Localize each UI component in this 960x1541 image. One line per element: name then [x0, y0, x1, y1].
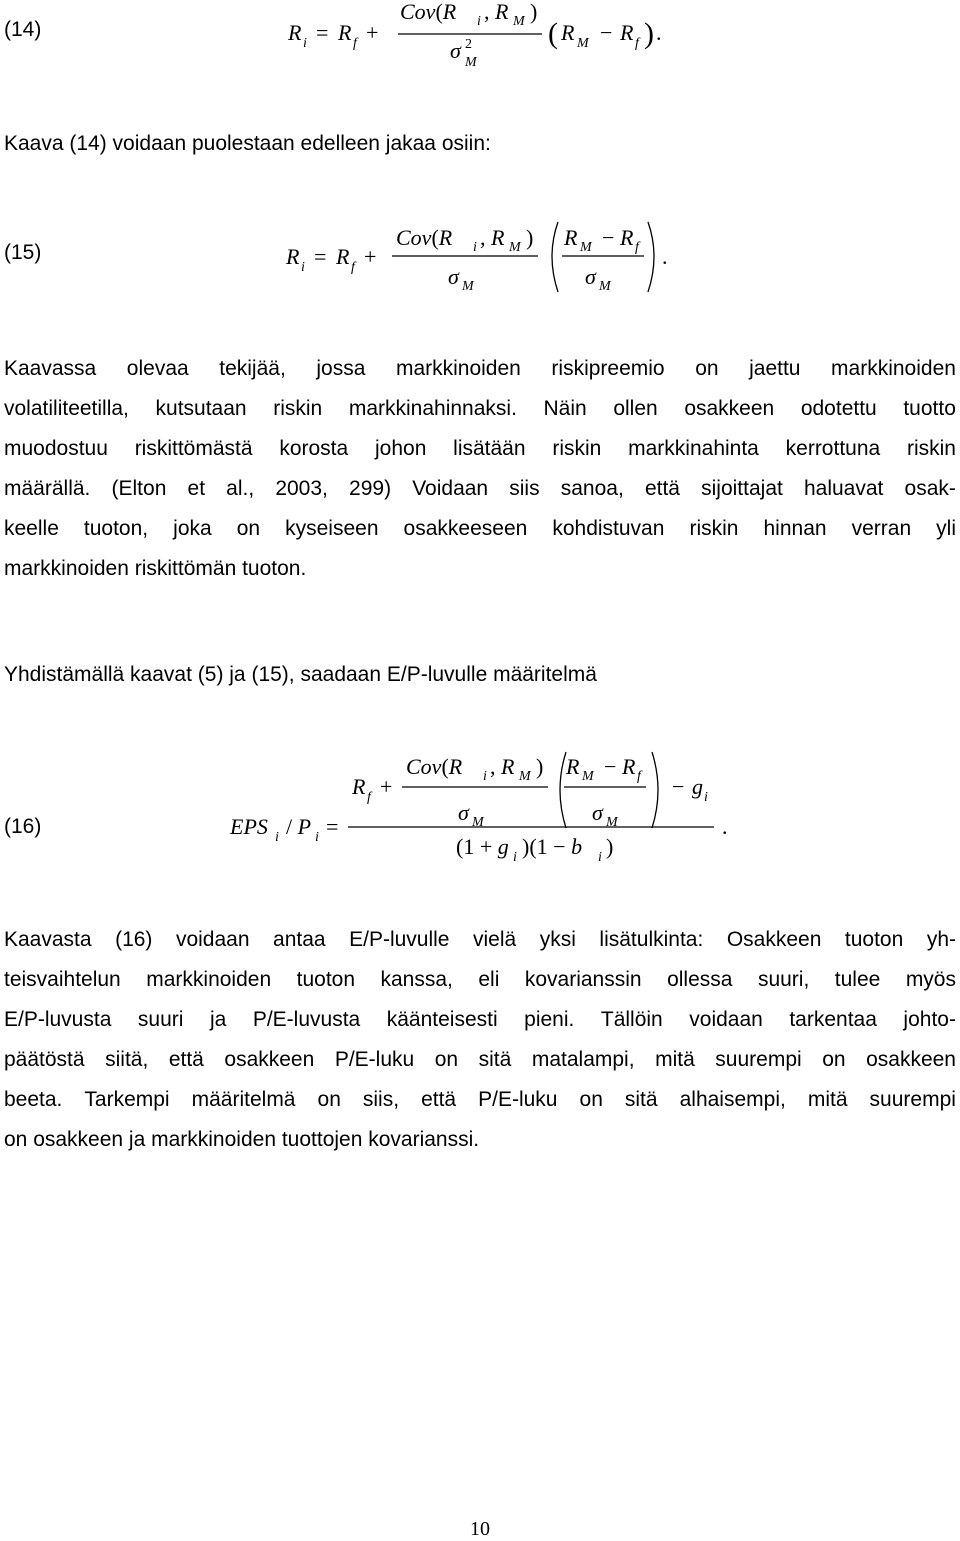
word: riskipreemio — [551, 357, 665, 380]
word: tekijää, — [219, 357, 286, 380]
word: siis, — [362, 1088, 400, 1111]
svg-text:M: M — [519, 769, 531, 784]
word: tuoton — [844, 928, 904, 951]
word: tulee — [834, 968, 881, 991]
word: jaettu — [749, 357, 801, 380]
word: E/P-luvulle — [349, 928, 450, 951]
word: (Elton — [111, 477, 167, 500]
svg-text:)(1 − b: )(1 − b — [522, 834, 583, 859]
paragraph-intro-16 — [4, 655, 956, 695]
svg-text:σ: σ — [450, 38, 461, 63]
svg-text:=: = — [316, 20, 329, 45]
svg-text:R: R — [622, 754, 636, 779]
word: E/P-luvusta — [4, 1008, 112, 1031]
word: Tarkempi — [84, 1088, 170, 1111]
word: siitä, — [105, 1048, 149, 1071]
word: verran — [851, 517, 912, 540]
svg-text:R: R — [564, 225, 578, 250]
word: al., — [226, 477, 255, 500]
text-line: Yhdistämällä kaavat (5) ja (15), saadaan E/P-luvulle määritelmä — [4, 663, 597, 686]
svg-text:i: i — [483, 769, 487, 784]
svg-text:R: R — [566, 754, 580, 779]
word: on — [236, 517, 261, 540]
word: Näin — [543, 397, 587, 420]
svg-text:, R: , R — [490, 754, 515, 779]
svg-text:M: M — [472, 815, 484, 830]
svg-text:R: R — [286, 244, 300, 269]
word: tuotto — [903, 397, 956, 420]
word: kanssa, — [380, 968, 453, 991]
text-line — [4, 920, 956, 960]
word: suuri, — [757, 968, 810, 991]
text-line-content — [4, 1000, 956, 1040]
word: johon — [374, 437, 427, 460]
text-line — [4, 1040, 956, 1080]
svg-text:R: R — [288, 20, 302, 45]
word: muodostuu — [4, 437, 108, 460]
svg-text:R: R — [352, 774, 366, 799]
svg-text:Cov(R: Cov(R — [400, 0, 457, 24]
svg-text:i: i — [704, 790, 708, 805]
word: tuoton, — [83, 517, 149, 540]
svg-text:−: − — [602, 225, 615, 250]
svg-text:Cov(R: Cov(R — [396, 225, 453, 250]
svg-text:−: − — [600, 20, 613, 45]
word: volatiliteetilla, — [4, 397, 129, 420]
word: pieni. — [524, 1008, 575, 1031]
svg-text:+: + — [366, 20, 379, 45]
svg-text:f: f — [351, 260, 355, 275]
word: suurempi — [715, 1048, 802, 1071]
word: odotettu — [800, 397, 877, 420]
text-line-content — [4, 1080, 956, 1120]
word: markkinahinta — [628, 437, 759, 460]
text-line-content — [4, 429, 956, 469]
word: osakkeen — [224, 1048, 315, 1071]
paragraph-intro-15 — [4, 124, 956, 164]
svg-text:f: f — [367, 790, 371, 805]
word: että — [421, 1088, 457, 1111]
word: kerrottuna — [785, 437, 881, 460]
word: osakkeen — [866, 1048, 956, 1071]
word: P/E-luku — [334, 1048, 415, 1071]
word: yksi — [539, 928, 576, 951]
word: 299) — [349, 477, 392, 500]
word: Kaavasta — [4, 928, 92, 951]
word: Voidaan — [412, 477, 489, 500]
word: on — [695, 357, 719, 380]
page-number: 10 — [470, 1518, 490, 1540]
svg-text:M: M — [513, 14, 525, 29]
svg-text:2: 2 — [465, 37, 472, 52]
svg-text:): ) — [606, 834, 614, 859]
word: Tällöin — [600, 1008, 663, 1031]
word: voidaan — [175, 928, 250, 951]
svg-text:): ) — [536, 754, 544, 779]
text-line: markkinoiden riskittömän tuoton. — [4, 557, 307, 580]
svg-text:M: M — [462, 279, 474, 294]
word: on — [822, 1048, 846, 1071]
svg-text:i: i — [598, 850, 602, 865]
word: mitä — [655, 1048, 695, 1071]
equation-number-15: (15) — [4, 241, 42, 264]
text-line: on osakkeen ja markkinoiden tuottojen kovarianssi. — [4, 1128, 480, 1151]
text-line-content — [4, 509, 956, 549]
svg-text:M: M — [582, 769, 594, 784]
word: kyseiseen — [285, 517, 379, 540]
word: korosta — [279, 437, 349, 460]
svg-text:R: R — [561, 20, 575, 45]
svg-text:(: ( — [548, 17, 558, 50]
word: sitä — [624, 1088, 658, 1111]
svg-text:f: f — [353, 36, 357, 51]
text-line-content — [4, 349, 956, 389]
svg-text:−: − — [672, 774, 685, 799]
word: osakkeeseen — [403, 517, 528, 540]
word: (16) — [115, 928, 153, 951]
svg-text:+: + — [380, 774, 393, 799]
word: markkinoiden — [146, 968, 272, 991]
word: olevaa — [126, 357, 189, 380]
word: jossa — [316, 357, 366, 380]
word: sijoittajat — [701, 477, 783, 500]
text-line-content — [4, 920, 956, 960]
svg-text:(1 + g: (1 + g — [456, 834, 509, 859]
svg-text:=: = — [314, 244, 327, 269]
word: kutsutaan — [155, 397, 247, 420]
word: hinnan — [763, 517, 827, 540]
svg-text:−: − — [604, 754, 617, 779]
svg-text:M: M — [577, 36, 589, 51]
paragraph-risk-price — [4, 349, 956, 589]
text-line-content — [4, 960, 956, 1000]
word: 2003, — [275, 477, 328, 500]
svg-text:σ: σ — [585, 264, 596, 289]
equation-15 — [280, 212, 700, 302]
svg-text:i: i — [477, 14, 481, 29]
word: riskin — [689, 517, 739, 540]
word: riskittömästä — [134, 437, 253, 460]
svg-text:i: i — [315, 830, 319, 845]
word: lisätään — [453, 437, 526, 460]
word: yli — [936, 517, 956, 540]
text-line: Kaava (14) voidaan puolestaan edelleen jakaa osiin: — [4, 132, 491, 155]
text-line — [4, 469, 956, 509]
text-line — [4, 349, 956, 389]
svg-text:f: f — [637, 769, 641, 784]
word: riskin — [552, 437, 602, 460]
word: myös — [905, 968, 956, 991]
svg-text:i: i — [301, 260, 305, 275]
svg-text:): ) — [530, 0, 538, 24]
svg-text:g: g — [692, 774, 703, 799]
svg-text:): ) — [526, 225, 534, 250]
svg-text:f: f — [635, 36, 639, 51]
equation-number-14: (14) — [4, 18, 42, 41]
svg-text:M: M — [465, 55, 477, 70]
word: et — [187, 477, 206, 500]
equation-16 — [220, 740, 740, 870]
word: osak- — [904, 477, 956, 500]
text-line-content — [4, 469, 956, 509]
svg-text:f: f — [635, 240, 639, 255]
word: sitä — [478, 1048, 512, 1071]
word: johto- — [903, 1008, 956, 1031]
word: osakkeen — [684, 397, 775, 420]
svg-text:M: M — [580, 240, 592, 255]
svg-text:R: R — [620, 20, 634, 45]
equation-number-16: (16) — [4, 815, 42, 838]
word: riskin — [273, 397, 323, 420]
svg-text:M: M — [509, 240, 521, 255]
word: Osakkeen — [726, 928, 822, 951]
word: määrällä. — [4, 477, 91, 500]
word: beeta. — [4, 1088, 63, 1111]
text-line — [4, 1080, 956, 1120]
word: sanoa, — [560, 477, 624, 500]
svg-text:.: . — [722, 814, 728, 839]
word: P/E-luvusta — [252, 1008, 361, 1031]
word: markkinoiden — [831, 357, 956, 380]
word: suurempi — [869, 1088, 956, 1111]
svg-text:M: M — [599, 279, 611, 294]
word: määritelmä — [191, 1088, 296, 1111]
svg-text:): ) — [644, 17, 654, 50]
svg-text:, R: , R — [480, 225, 505, 250]
word: lisätulkinta: — [599, 928, 704, 951]
word: on — [579, 1088, 603, 1111]
word: mitä — [807, 1088, 848, 1111]
word: että — [168, 1048, 204, 1071]
svg-text:i: i — [513, 850, 517, 865]
word: markkinahinnaksi. — [348, 397, 517, 420]
svg-text:+: + — [364, 244, 377, 269]
word: on — [434, 1048, 459, 1071]
word: ja — [209, 1008, 227, 1031]
word: kovarianssin — [524, 968, 642, 991]
text-line — [4, 960, 956, 1000]
word: päätöstä — [4, 1048, 85, 1071]
word: keelle — [4, 517, 59, 540]
word: alhaisempi, — [679, 1088, 786, 1111]
word: suuri — [137, 1008, 184, 1031]
paragraph-interpretation — [4, 920, 956, 1160]
text-line-content — [4, 1040, 956, 1080]
svg-text:σ: σ — [458, 800, 469, 825]
word: Kaavassa — [4, 357, 97, 380]
svg-text:/ P: / P — [286, 814, 312, 839]
word: riskin — [906, 437, 956, 460]
svg-text:EPS: EPS — [230, 814, 268, 839]
text-line — [4, 429, 956, 469]
svg-text:σ: σ — [448, 264, 459, 289]
svg-text:, R: , R — [484, 0, 509, 24]
svg-text:σ: σ — [592, 800, 603, 825]
text-line — [4, 389, 956, 429]
svg-text:i: i — [275, 830, 279, 845]
svg-text:.: . — [656, 20, 662, 45]
word: teisvaihtelun — [4, 968, 121, 991]
svg-text:=: = — [326, 814, 339, 839]
word: että — [644, 477, 680, 500]
word: tuoton — [296, 968, 356, 991]
word: joka — [173, 517, 212, 540]
svg-text:M: M — [606, 815, 618, 830]
text-line — [4, 1000, 956, 1040]
equation-14 — [280, 0, 700, 72]
word: voidaan — [689, 1008, 763, 1031]
word: antaa — [273, 928, 326, 951]
svg-text:R: R — [336, 244, 350, 269]
word: yh- — [926, 928, 956, 951]
word: markkinoiden — [395, 357, 521, 380]
word: ollessa — [667, 968, 733, 991]
text-line — [4, 509, 956, 549]
svg-text:Cov(R: Cov(R — [406, 754, 463, 779]
word: ollen — [613, 397, 658, 420]
word: käänteisesti — [386, 1008, 498, 1031]
word: siis — [509, 477, 540, 500]
word: vielä — [473, 928, 517, 951]
svg-text:.: . — [662, 244, 668, 269]
word: haluavat — [803, 477, 884, 500]
word: matalampi, — [531, 1048, 635, 1071]
word: tarkentaa — [789, 1008, 877, 1031]
svg-text:R: R — [620, 225, 634, 250]
word: P/E-luku — [478, 1088, 558, 1111]
word: kohdistuvan — [552, 517, 665, 540]
text-line-content — [4, 389, 956, 429]
svg-text:i: i — [303, 36, 307, 51]
svg-text:i: i — [473, 240, 477, 255]
svg-text:R: R — [338, 20, 352, 45]
word: eli — [478, 968, 500, 991]
word: on — [317, 1088, 341, 1111]
